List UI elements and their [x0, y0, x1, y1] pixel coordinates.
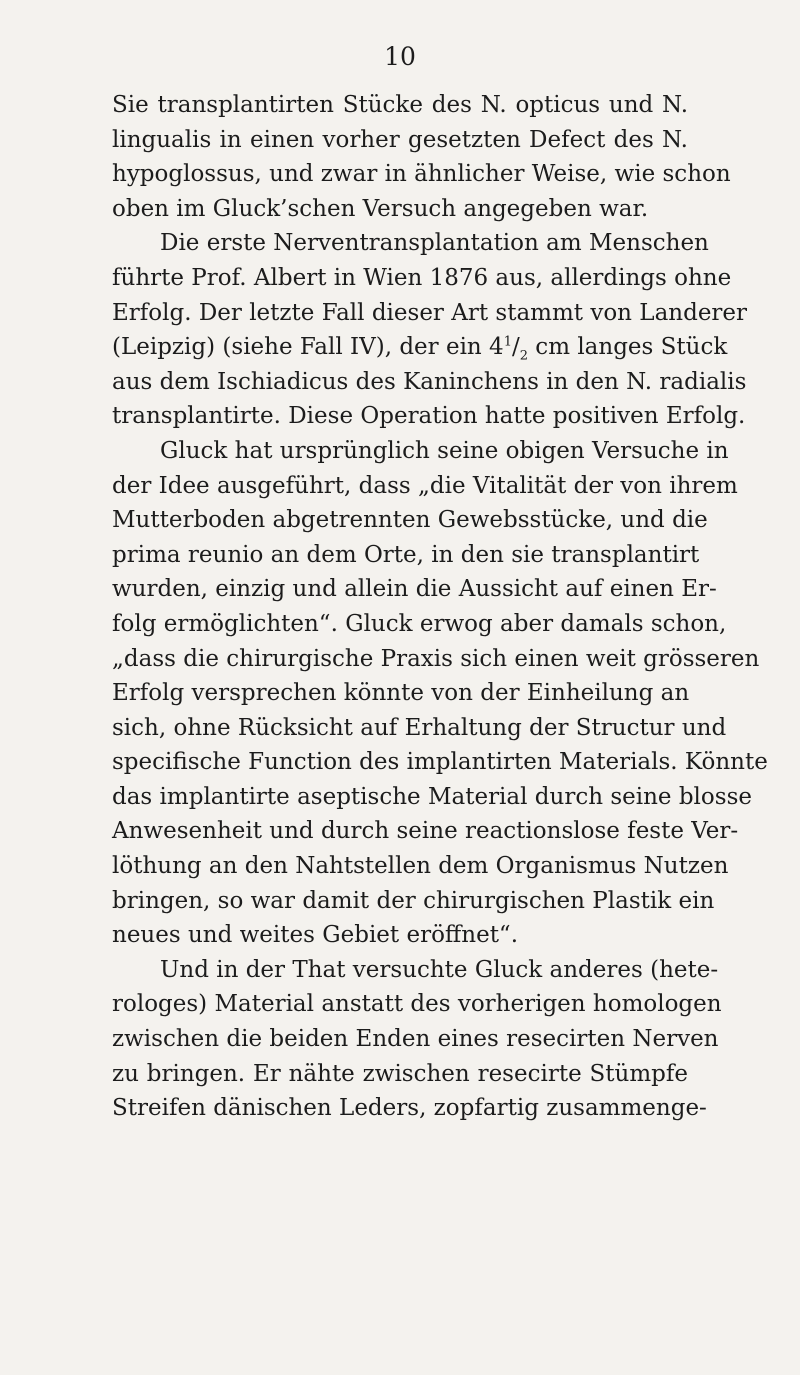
text-line: neues und weites Gebiet eröffnet“.: [112, 922, 519, 949]
paragraph-start-line: Die erste Nerventransplantation am Menschen: [160, 230, 709, 257]
text-line: Mutterboden abgetrennten Gewebsstücke, und die: [112, 507, 708, 534]
text-line: der Idee ausgeführt, dass „die Vitalität der von ihrem: [112, 472, 738, 499]
text-line: aus dem Ischiadicus des Kaninchens in den N. radialis: [112, 368, 747, 395]
body-text: [112, 88, 768, 1126]
text-line: hypoglossus, und zwar in ähnlicher Weise, wie schon: [112, 161, 731, 188]
paragraph-start-line: Und in der That versuchte Gluck anderes (hete-: [160, 956, 719, 983]
text-line: Erfolg. Der letzte Fall dieser Art stammt von Landerer: [112, 299, 748, 326]
text-line: zu bringen. Er nähte zwischen resecirte Stümpfe: [112, 1060, 688, 1087]
text-line: specifische Function des implantirten Materials. Könnte: [112, 749, 768, 776]
text-line: oben im Gluck’schen Versuch angegeben war.: [112, 195, 649, 222]
text-line: das implantirte aseptische Material durch seine blosse: [112, 783, 752, 810]
text-line-with-fraction: (Leipzig) (siehe Fall IV), der ein $4^1/_2$ cm langes Stück: [112, 334, 728, 364]
text-line: wurden, einzig und allein die Aussicht auf einen Er-: [112, 576, 717, 603]
text-line: Streifen dänischen Leders, zopfartig zusammenge-: [112, 1095, 707, 1122]
text-line: transplantirte. Diese Operation hatte positiven Erfolg.: [112, 403, 746, 430]
text-line: Anwesenheit und durch seine reactionslose feste Ver-: [112, 818, 739, 845]
text-line: löthung an den Nahtstellen dem Organismus Nutzen: [112, 853, 729, 880]
text-line: prima reunio an dem Orte, in den sie transplantirt: [112, 541, 700, 568]
text-line: folg ermöglichten“. Gluck erwog aber damals schon,: [112, 610, 727, 637]
fraction-numerator: 1: [503, 334, 512, 350]
text-line: Erfolg versprechen könnte von der Einheilung an: [112, 680, 690, 707]
text-line: „dass die chirurgische Praxis sich einen weit grösseren: [112, 645, 760, 672]
page-number: 10: [384, 42, 416, 71]
text-line: Sie transplantirten Stücke des N. opticus und N.: [112, 92, 688, 118]
text-segment: cm langes Stück: [528, 334, 728, 361]
text-segment: (Leipzig) (siehe Fall IV), der ein 4: [112, 334, 504, 361]
text-line: führte Prof. Albert in Wien 1876 aus, allerdings ohne: [112, 264, 732, 291]
text-line: bringen, so war damit der chirurgischen Plastik ein: [112, 887, 715, 914]
text-line: zwischen die beiden Enden eines resecirten Nerven: [112, 1026, 719, 1053]
paragraph-start-line: Gluck hat ursprünglich seine obigen Versuche in: [160, 437, 729, 464]
text-line: rologes) Material anstatt des vorherigen homologen: [112, 991, 722, 1018]
fraction-denominator: 2: [519, 348, 528, 364]
text-line: sich, ohne Rücksicht auf Erhaltung der Structur und: [112, 714, 727, 741]
text-line: lingualis in einen vorher gesetzten Defect des N.: [112, 126, 688, 153]
